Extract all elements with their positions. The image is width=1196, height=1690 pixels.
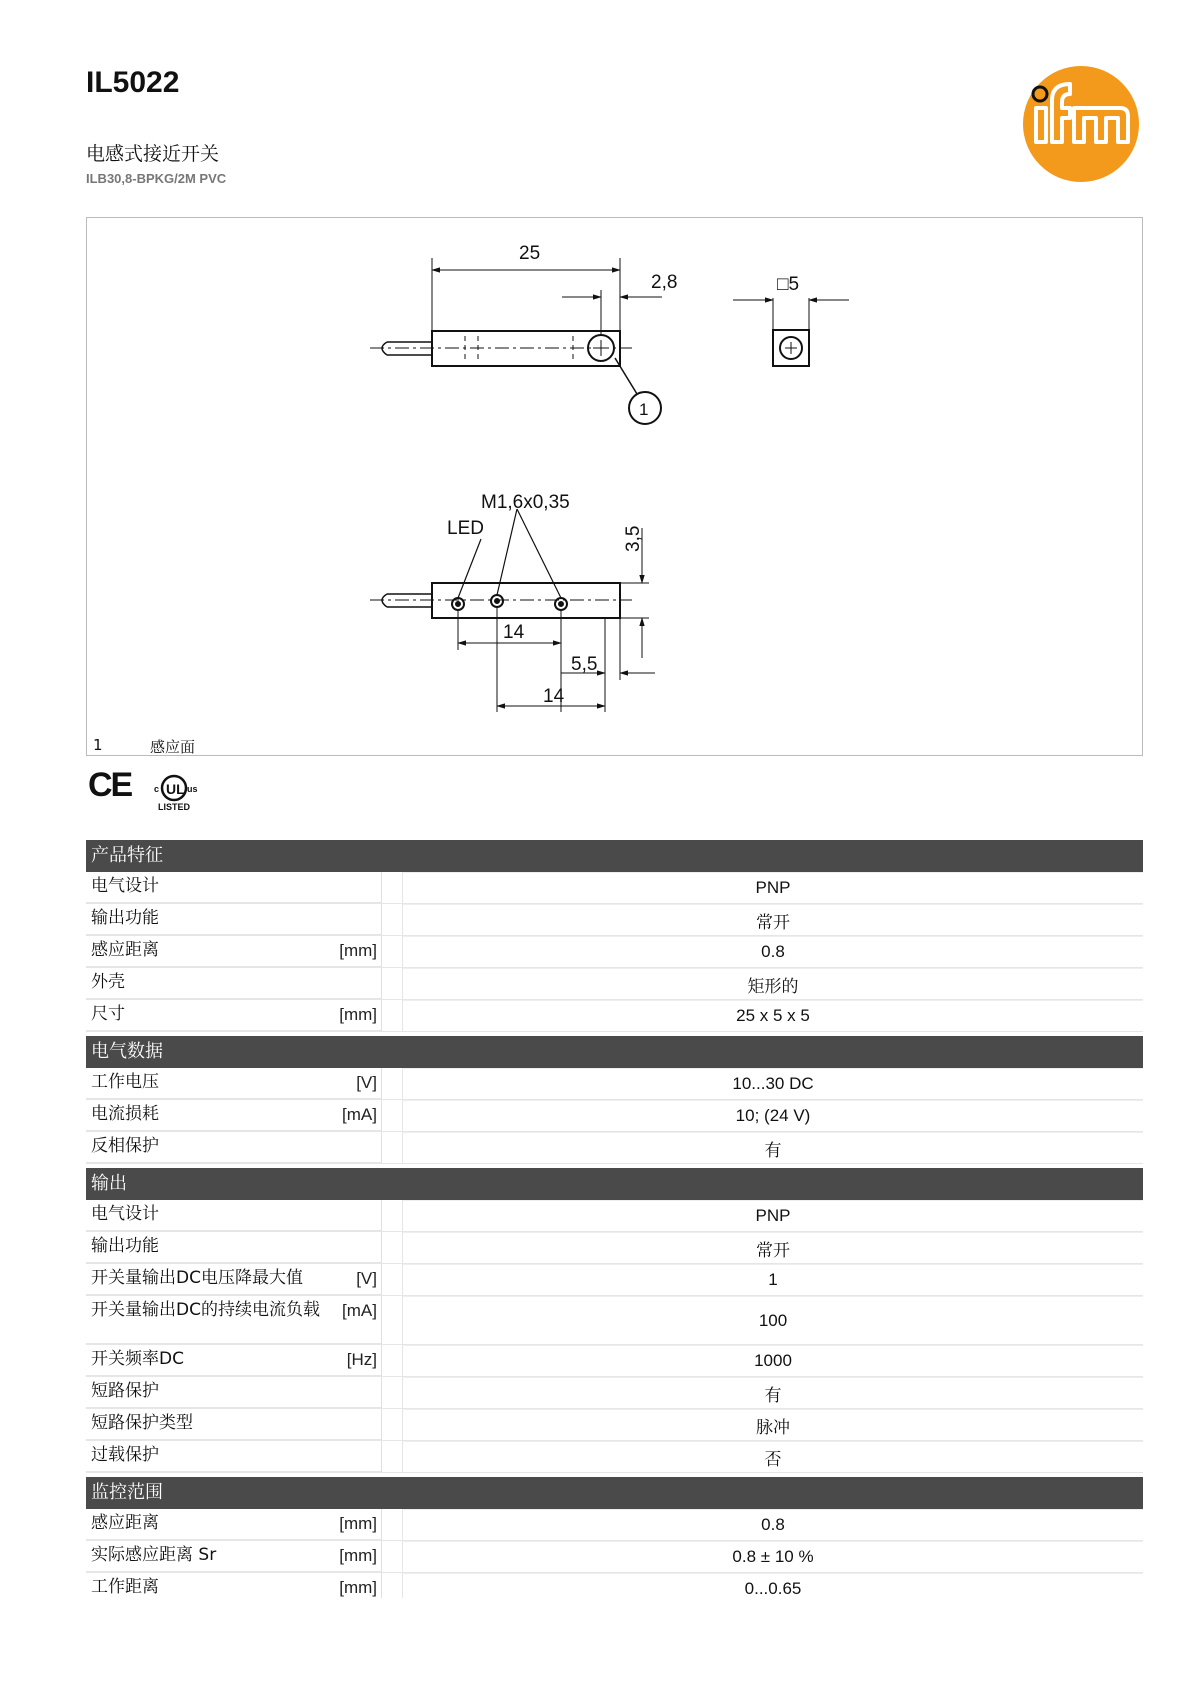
spec-row [86, 1100, 1143, 1132]
section-header: 输出 [86, 1168, 1143, 1200]
spec-value: 常开 [402, 1232, 1143, 1263]
spec-unit: [mm] [339, 1005, 377, 1024]
spec-unit: [V] [356, 1073, 377, 1092]
spec-label-cell [86, 1000, 382, 1031]
end-view-sensor [733, 298, 849, 366]
spec-value: 否 [402, 1441, 1143, 1472]
spec-unit: [mA] [342, 1301, 377, 1320]
drawing-svg [87, 218, 1144, 757]
spec-label: 电流损耗 [91, 1104, 159, 1124]
spec-unit [371, 907, 377, 932]
spec-label: 开关量输出DC的持续电流负载 [91, 1300, 320, 1320]
spec-value: 0.8 [402, 1509, 1143, 1540]
spec-label-cell [86, 1541, 382, 1572]
callout-label: 1 [639, 400, 649, 419]
spec-row [86, 1132, 1143, 1164]
spec-value: 1000 [402, 1345, 1143, 1376]
spec-label-cell [86, 872, 382, 903]
spec-row [86, 1541, 1143, 1573]
svg-text:us: us [187, 784, 198, 794]
spec-value: PNP [402, 1200, 1143, 1231]
product-title: IL5022 [86, 66, 180, 99]
spec-table [86, 840, 1143, 1598]
spec-label: 尺寸 [91, 1004, 125, 1024]
spec-unit [371, 1380, 377, 1405]
spec-unit: [mm] [339, 1546, 377, 1565]
svg-text:c: c [154, 784, 160, 794]
dim-height-label: 3,5 [623, 525, 644, 552]
svg-text:UL: UL [166, 781, 185, 797]
spec-value: 100 [402, 1296, 1143, 1344]
spec-row [86, 904, 1143, 936]
spec-label: 实际感应距离 Sr [91, 1545, 217, 1565]
spec-label: 输出功能 [91, 1236, 159, 1256]
spec-label: 反相保护 [91, 1136, 159, 1156]
spec-label: 感应距离 [91, 1513, 159, 1533]
spec-value: 常开 [402, 904, 1143, 935]
spec-label: 开关量输出DC电压降最大值 [91, 1268, 303, 1288]
spec-label-cell [86, 1296, 382, 1344]
spec-label-cell [86, 1200, 382, 1231]
certification-marks [86, 764, 211, 814]
spec-row [86, 1377, 1143, 1409]
spec-label: 开关频率DC [91, 1349, 184, 1369]
spec-row [86, 968, 1143, 1000]
dim-square-label: □5 [777, 274, 800, 295]
spec-row [86, 872, 1143, 904]
spec-label: 短路保护 [91, 1381, 159, 1401]
spec-unit: [mm] [339, 1578, 377, 1597]
spec-label: 电气设计 [91, 1204, 159, 1224]
spec-label-cell [86, 936, 382, 967]
spec-unit: [mA] [342, 1105, 377, 1124]
spec-unit [371, 875, 377, 900]
spec-label-cell [86, 968, 382, 999]
spec-label: 短路保护类型 [91, 1413, 193, 1433]
svg-text:LISTED: LISTED [158, 802, 191, 812]
spec-unit: [V] [356, 1269, 377, 1288]
spec-label-cell [86, 904, 382, 935]
spec-label-cell [86, 1377, 382, 1408]
spec-row [86, 1509, 1143, 1541]
spec-label: 工作电压 [91, 1072, 159, 1092]
logo-circle [1023, 66, 1139, 182]
legend-text: 感应面 [150, 738, 196, 756]
spec-value: 有 [402, 1132, 1143, 1163]
dim-length-label: 25 [519, 243, 541, 264]
spec-value: 0.8 ± 10 % [402, 1541, 1143, 1572]
ifm-logo [1020, 64, 1142, 184]
spec-value: 10; (24 V) [402, 1100, 1143, 1131]
side-view-sensor [370, 509, 655, 712]
spec-label: 过载保护 [91, 1445, 159, 1465]
top-view-sensor [370, 258, 662, 424]
spec-unit [371, 1444, 377, 1469]
spec-label-cell [86, 1232, 382, 1263]
spec-value: 1 [402, 1264, 1143, 1295]
spec-row [86, 1573, 1143, 1598]
spec-label-cell [86, 1509, 382, 1540]
spec-row [86, 1068, 1143, 1100]
spec-label-cell [86, 1264, 382, 1295]
spec-unit [371, 1203, 377, 1228]
spec-label-cell [86, 1132, 382, 1163]
spec-label-cell [86, 1068, 382, 1099]
spec-unit: [mm] [339, 1514, 377, 1533]
spec-value: 10...30 DC [402, 1068, 1143, 1099]
thread-label: M1,6x0,35 [481, 492, 570, 513]
spec-row [86, 1000, 1143, 1032]
spec-row [86, 1200, 1143, 1232]
led-label: LED [447, 518, 484, 539]
section-header: 产品特征 [86, 840, 1143, 872]
spec-value: PNP [402, 872, 1143, 903]
spec-label: 感应距离 [91, 940, 159, 960]
spec-value: 0.8 [402, 936, 1143, 967]
spec-unit: [mm] [339, 941, 377, 960]
spec-value: 0...0.65 [402, 1573, 1143, 1598]
section-header: 电气数据 [86, 1036, 1143, 1068]
spec-label: 输出功能 [91, 908, 159, 928]
product-subtitle: 电感式接近开关 [86, 143, 220, 165]
spec-row [86, 1441, 1143, 1473]
dim-offset-label: 2,8 [651, 272, 678, 293]
ce-mark: CE [88, 766, 132, 804]
spec-unit [371, 971, 377, 996]
spec-row [86, 936, 1143, 968]
product-model: ILB30,8-BPKG/2M PVC [86, 171, 227, 186]
dim-b-label: 5,5 [571, 654, 598, 675]
dim-a-label: 14 [503, 622, 525, 643]
spec-value: 有 [402, 1377, 1143, 1408]
spec-row [86, 1232, 1143, 1264]
spec-row [86, 1264, 1143, 1296]
legend-number: 1 [93, 736, 103, 754]
spec-unit [371, 1235, 377, 1260]
spec-row [86, 1409, 1143, 1441]
spec-label-cell [86, 1409, 382, 1440]
spec-value: 矩形的 [402, 968, 1143, 999]
spec-unit [371, 1412, 377, 1437]
spec-value: 脉冲 [402, 1409, 1143, 1440]
ul-mark [154, 776, 198, 812]
spec-value: 25 x 5 x 5 [402, 1000, 1143, 1031]
spec-label: 工作距离 [91, 1577, 159, 1597]
section-header: 监控范围 [86, 1477, 1143, 1509]
spec-label-cell [86, 1441, 382, 1472]
spec-label-cell [86, 1573, 382, 1598]
spec-unit: [Hz] [346, 1350, 377, 1369]
spec-row [86, 1345, 1143, 1377]
dim-c-label: 14 [543, 686, 565, 707]
dimension-drawing [86, 217, 1143, 756]
spec-label-cell [86, 1100, 382, 1131]
spec-label: 电气设计 [91, 876, 159, 896]
spec-label: 外壳 [91, 972, 125, 992]
spec-label-cell [86, 1345, 382, 1376]
spec-row [86, 1296, 1143, 1345]
spec-unit [371, 1135, 377, 1160]
